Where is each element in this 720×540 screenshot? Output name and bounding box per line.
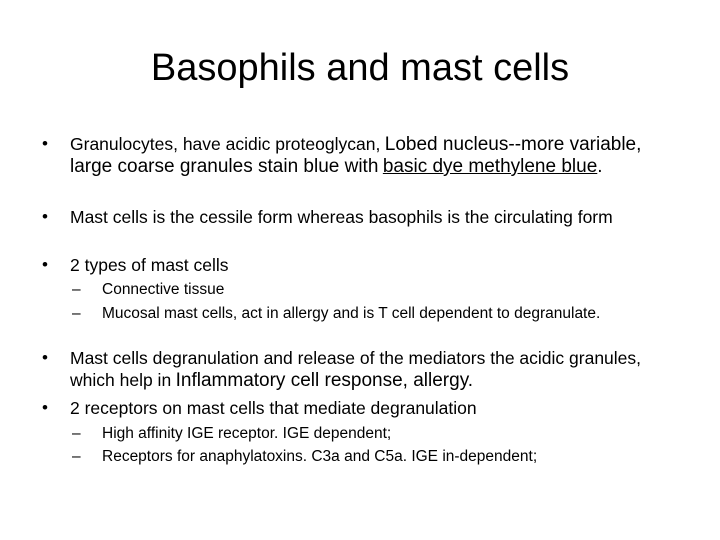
- bullet-text: 2 types of mast cells: [70, 255, 229, 275]
- bullet-granulocytes: [42, 134, 688, 178]
- sub-bullet-anaphylatoxins: [72, 448, 672, 466]
- bullet-text: [70, 134, 688, 178]
- bullet-marker: •: [42, 255, 48, 274]
- sub-bullet-mucosal: [72, 305, 672, 323]
- sub-bullet-high-affinity: [72, 425, 672, 443]
- bullet-degranulation: [42, 348, 688, 392]
- bullet-marker: •: [42, 348, 48, 367]
- bullet-text-part: Granulocytes, have acidic proteoglycan,: [70, 134, 381, 154]
- bullet-marker: •: [42, 134, 48, 153]
- slide-title: Basophils and mast cells: [150, 47, 570, 89]
- bullet-text: [70, 348, 688, 392]
- bullet-text-part: Inflammatory cell response, allergy.: [175, 370, 474, 391]
- bullet-types: [42, 255, 688, 276]
- underlined-term: basic dye methylene blue: [382, 156, 598, 177]
- sub-bullet-marker: –: [72, 305, 81, 322]
- bullet-text-part: Lobed nucleus--more variable, large coarse granules stain blue with: [70, 134, 642, 177]
- bullet-text: 2 receptors on mast cells that mediate degranulation: [70, 398, 477, 418]
- sub-bullet-text: Connective tissue: [102, 281, 225, 298]
- bullet-text-part: .: [597, 156, 603, 177]
- bullet-text: Mast cells is the cessile form whereas basophils is the circulating form: [70, 207, 613, 227]
- sub-bullet-text: High affinity IGE receptor. IGE dependent;: [102, 425, 392, 442]
- sub-bullet-text: Mucosal mast cells, act in allergy and is T cell dependent to degranulate.: [102, 305, 601, 322]
- sub-bullet-marker: –: [72, 425, 81, 442]
- sub-bullet-marker: –: [72, 448, 81, 465]
- bullet-text-part: Mast cells degranulation and release of the mediators the acidic granules, which help in: [70, 348, 642, 390]
- bullet-receptors: [42, 398, 688, 419]
- bullet-marker: •: [42, 398, 48, 417]
- sub-bullet-text: Receptors for anaphylatoxins. C3a and C5a. IGE in-dependent;: [102, 448, 538, 465]
- bullet-cessile-form: [42, 207, 688, 228]
- sub-bullet-marker: –: [72, 281, 81, 298]
- sub-bullet-connective: [72, 281, 672, 299]
- bullet-marker: •: [42, 207, 48, 226]
